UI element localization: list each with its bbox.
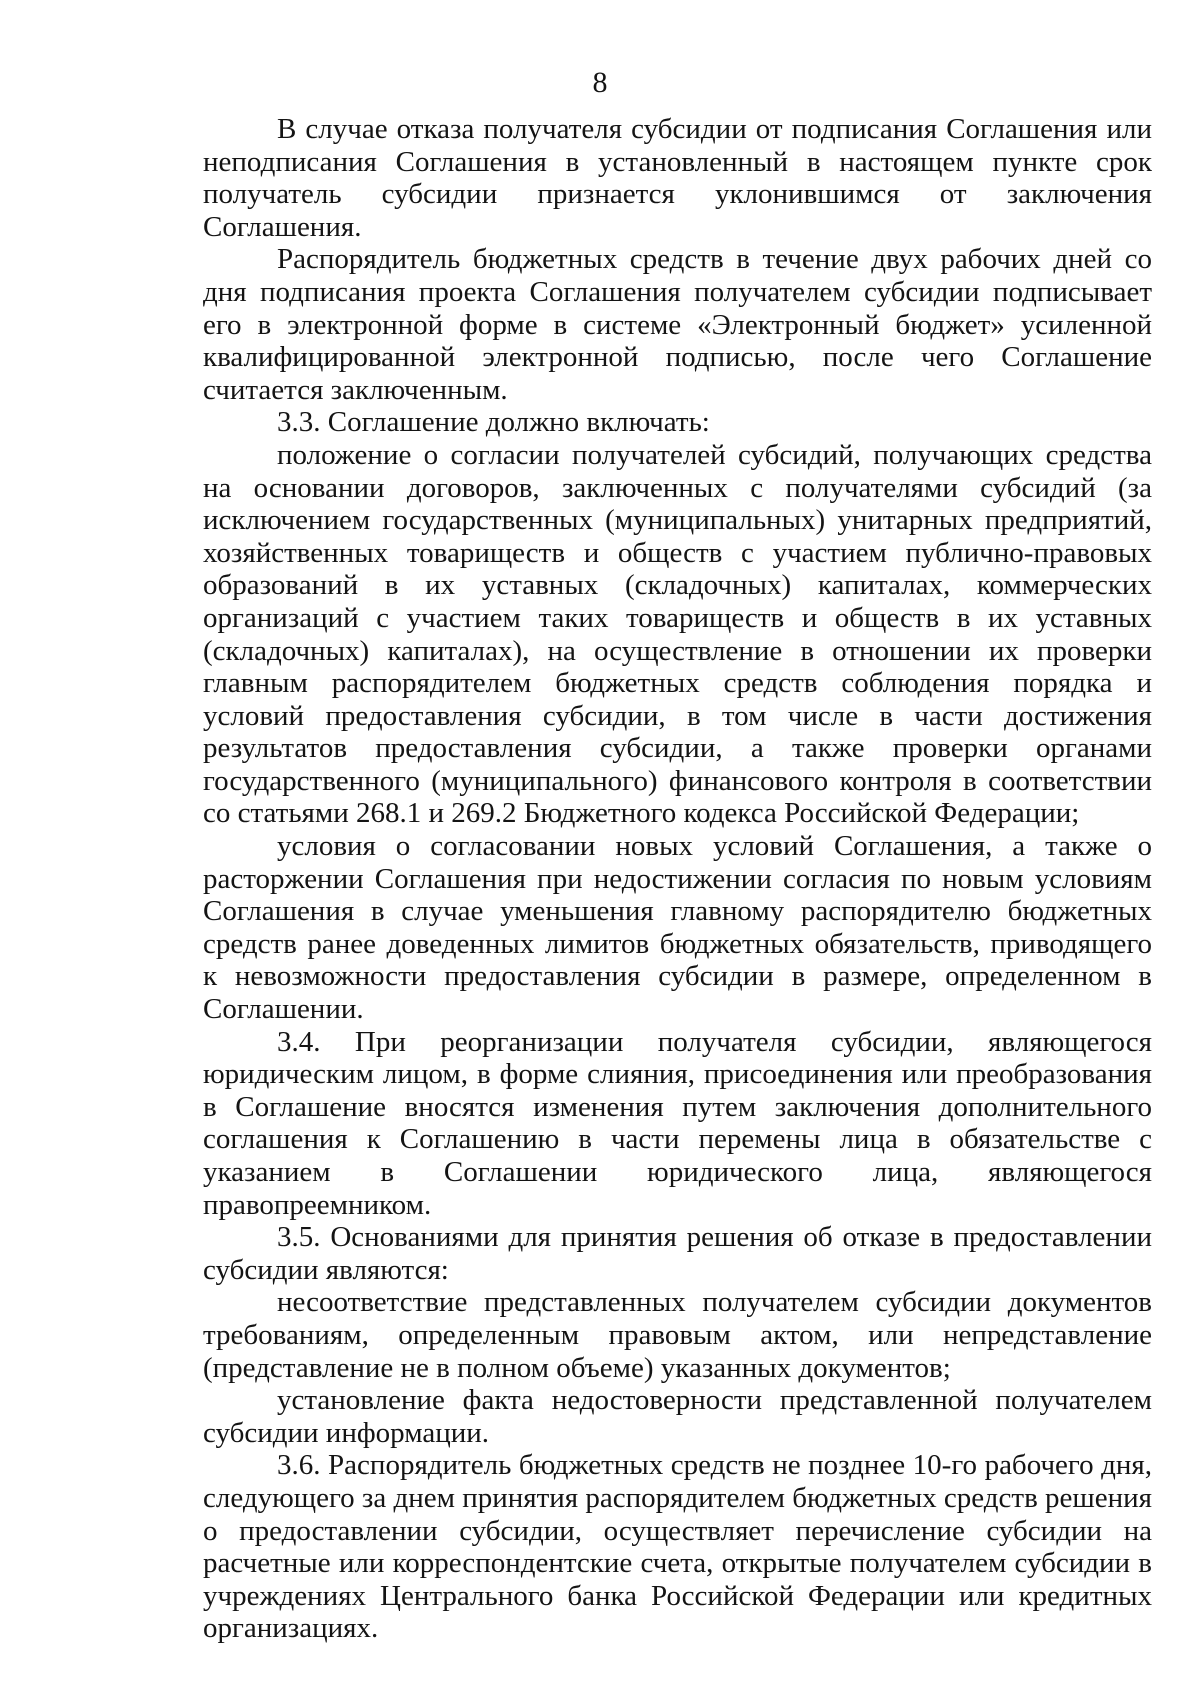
paragraph-consent-provision: положение о согласии получателей субсидий, получающих средства на основании договоров, заключенных с получателями субсидий (за исключением государственных (муниципальных) унитарных предприятий, хозяйственных товариществ и обществ с участием публично-правовых образований в их уставных (складочных) капиталах, коммерческих организаций с участием таких товариществ и обществ в их уставных (складочных) капиталах), на осуществление в отношении их проверки главным распорядителем бюджетных средств соблюдения порядка и условий предоставления субсидии, в том числе в части достижения результатов предоставления субсидии, а также проверки органами государственного (муниципального) финансового контроля в соответствии со статьями 268.1 и 269.2 Бюджетного кодекса Российской Федерации; [203,438,1152,830]
clause-3-5-heading: 3.5. Основаниями для принятия решения об отказе в предоставлении субсидии являются: [203,1221,1152,1286]
document-body [203,113,1152,1645]
paragraph-signing-procedure: Распорядитель бюджетных средств в течение двух рабочих дней со дня подписания проекта Соглашения получателем субсидии подписывает его в электронной форме в системе «Электронный бюджет» усиленной квалифицированной электронной подписью, после чего Соглашение считается заключенным. [203,243,1152,406]
page-number: 8 [592,66,608,99]
paragraph-false-information: установление факта недостоверности представленной получателем субсидии информации. [203,1384,1152,1449]
clause-3-3-heading: 3.3. Соглашение должно включать: [277,406,710,439]
clause-3-6: 3.6. Распорядитель бюджетных средств не позднее 10-го рабочего дня, следующего за днем принятия распорядителем бюджетных средств решения о предоставлении субсидии, осуществляет перечисление субсидии на расчетные или корреспондентские счета, открытые получателем субсидии в учреждениях Центрального банка Российской Федерации или кредитных организациях. [203,1449,1152,1645]
paragraph-new-conditions: условия о согласовании новых условий Соглашения, а также о расторжении Соглашения при недостижении согласия по новым условиям Соглашения в случае уменьшения главному распорядителю бюджетных средств ранее доведенных лимитов бюджетных обязательств, приводящего к невозможности предоставления субсидии в размере, определенном в Соглашении. [203,830,1152,1026]
paragraph-refusal-to-sign: В случае отказа получателя субсидии от подписания Соглашения или неподписания Соглашения в установленный в настоящем пункте срок получатель субсидии признается уклонившимся от заключения Соглашения. [203,113,1152,243]
clause-3-4: 3.4. При реорганизации получателя субсидии, являющегося юридическим лицом, в форме слияния, присоединения или преобразования в Соглашение вносятся изменения путем заключения дополнительного соглашения к Соглашению в части перемены лица в обязательстве с указанием в Соглашении юридического лица, являющегося правопреемником. [203,1025,1152,1221]
paragraph-noncompliance: несоответствие представленных получателем субсидии документов требованиям, определенным правовым актом, или непредставление (представление не в полном объеме) указанных документов; [203,1286,1152,1384]
